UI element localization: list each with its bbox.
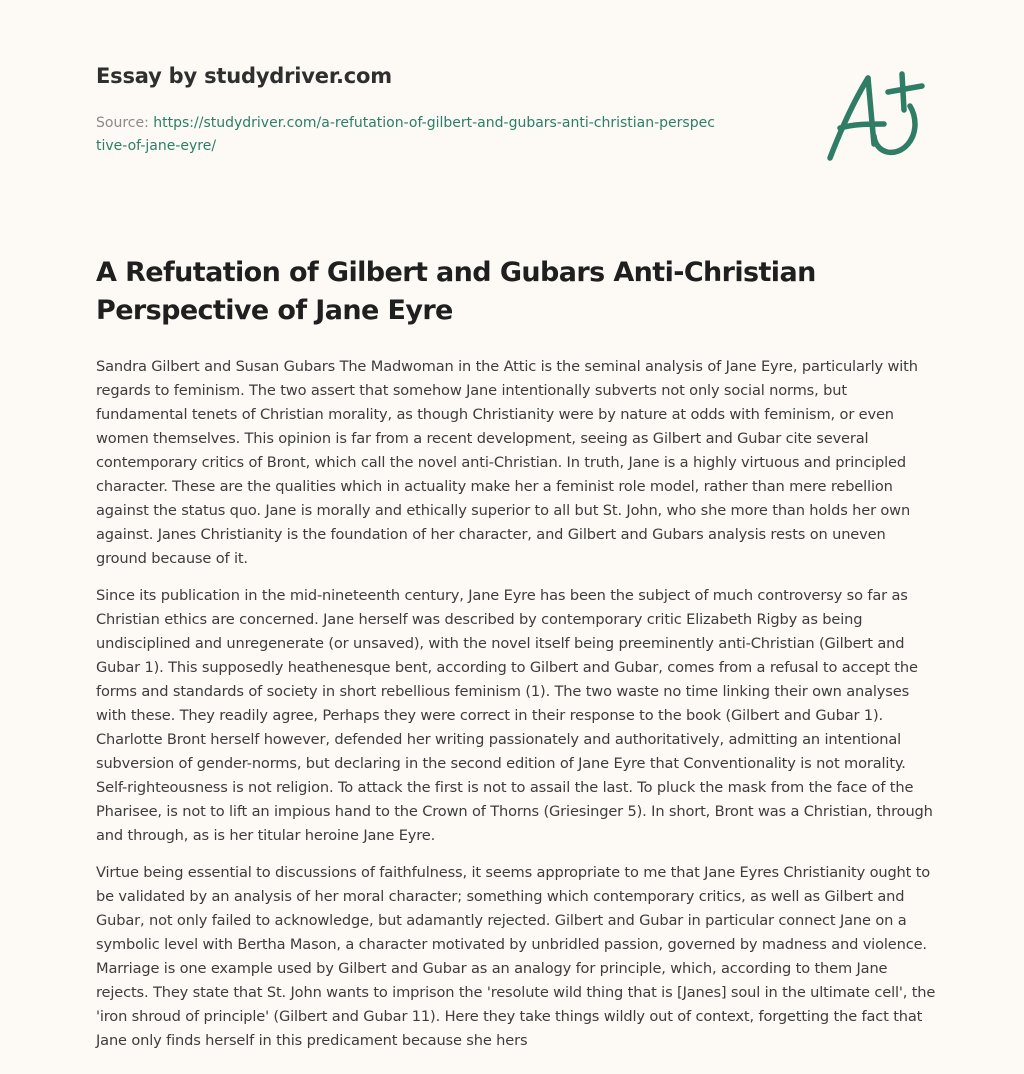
article-paragraph-1: Sandra Gilbert and Susan Gubars The Madwoman in the Attic is the seminal analysis of Jane Eyre, particularly with regards to feminism. The two assert that somehow Jane intentionally subverts not only social norms, but fundamental tenets of Christian morality, as though Christianity were by nature at odds with feminism, or even women themselves. This opinion is far from a recent development, seeing as Gilbert and Gubar cite several contemporary critics of Bront, which call the novel anti-Christian. In truth, Jane is a highly virtuous and principled character. These are the qualities which in actuality make her a feminist role model, rather than mere rebellion against the status quo. Jane is morally and ethically superior to all but St. John, who she more than holds her own against. Janes Christianity is the foundation of her character, and Gilbert and Gubars analysis rests on uneven ground because of it. (96, 358, 918, 567)
article-paragraph-2: Since its publication in the mid-nineteenth century, Jane Eyre has been the subject of much controversy so far as Christian ethics are concerned. Jane herself was described by contemporary critic Elizabeth Rigby as being undisciplined and unregenerate (or unsaved), with the novel itself being preeminently anti-Christian (Gilbert and Gubar 1). This supposedly heathenesque bent, according to Gilbert and Gubar, comes from a refusal to accept the forms and standards of society in short rebellious feminism (1). The two waste no time linking their own analyses with these. They readily agree, Perhaps they were correct in their response to the book (Gilbert and Gubar 1). Charlotte Bront herself however, defended her writing passionately and authoritatively, admitting an intentional subversion of gender-norms, but declaring in the second edition of Jane Eyre that Conventionality is not morality. Self-righteousness is not religion. To attack the first is not to assail the last. To pluck the mask from the face of the Pharisee, is not to lift an impious hand to the Crown of Thorns (Griesinger 5). In short, Bront was a Christian, through and through, as is her titular heroine Jane Eyre. (96, 587, 933, 844)
article-title: A Refutation of Gilbert and Gubars Anti-Christian Perspective of Jane Eyre (96, 257, 816, 326)
a-plus-grade-icon (818, 66, 930, 166)
article-body (96, 355, 938, 1066)
site-title: Essay by studydriver.com (96, 64, 392, 88)
article-paragraph-3: Virtue being essential to discussions of faithfulness, it seems appropriate to me that Jane Eyres Christianity ought to be validated by an analysis of her moral character; something which contemporary critics, as well as Gilbert and Gubar, not only failed to acknowledge, but adamantly rejected. Gilbert and Gubar in particular connect Jane on a symbolic level with Bertha Mason, a character motivated by unbridled passion, governed by madness and violence. Marriage is one example used by Gilbert and Gubar as an analogy for principle, which, according to them Jane rejects. They state that St. John wants to imprison the 'resolute wild thing that is [Janes] soul in the ultimate cell', the 'iron shroud of principle' (Gilbert and Gubar 11). Here they take things wildly out of context, forgetting the fact that Jane only finds herself in this predicament because she hers (96, 864, 936, 1049)
source-line (96, 112, 716, 158)
source-label: Source: (96, 115, 154, 131)
source-link[interactable]: https://studydriver.com/a-refutation-of-gilbert-and-gubars-anti-christian-perspective-of-jane-eyre/ (96, 115, 715, 154)
